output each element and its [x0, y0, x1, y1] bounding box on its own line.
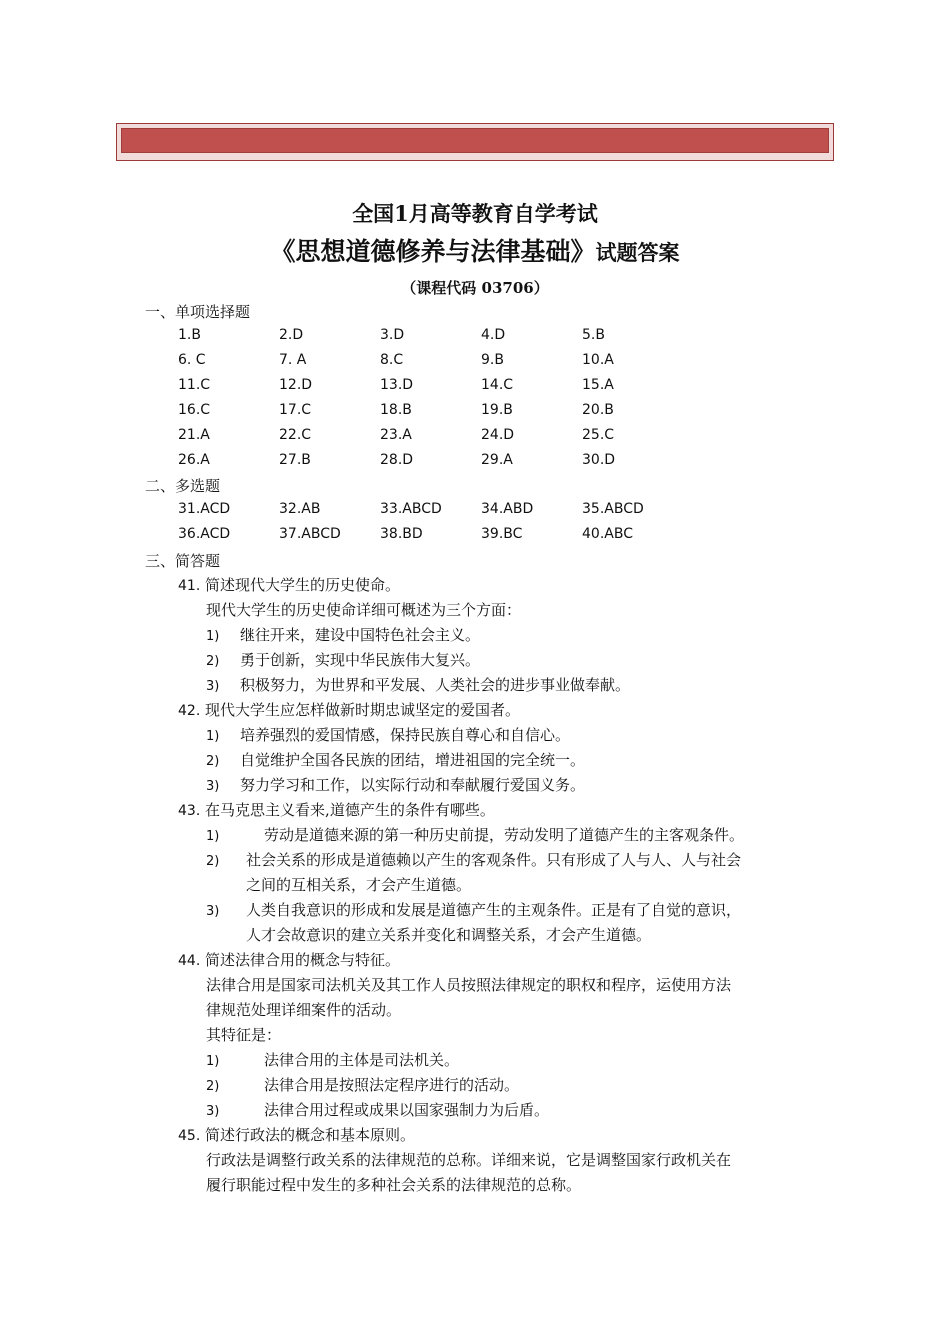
definition-line: 履行职能过程中发生的多种社会关系的法律规范的总称。: [206, 1176, 582, 1194]
answer: 11.C: [178, 377, 211, 393]
list-item: 3) 人类自我意识的形成和发展是道德产生的主观条件。正是有了自觉的意识，: [206, 901, 742, 919]
answer: 24.D: [481, 427, 515, 443]
section-heading-short-answer: 三、简答题: [145, 552, 221, 570]
answer: 18.B: [380, 402, 412, 418]
answer: 19.B: [481, 402, 513, 418]
answer-row: [178, 373, 683, 398]
question-45: [178, 1124, 415, 1145]
list-item: 1) 培养强烈的爱国情感，保持民族自尊心和自信心。: [206, 726, 571, 744]
question-number: 45.: [178, 1128, 201, 1144]
question-number: 43.: [178, 803, 201, 819]
answer: 4.D: [481, 327, 506, 343]
answer: 33.ABCD: [380, 501, 442, 517]
answer-row: [178, 348, 683, 373]
answer-row: [178, 497, 683, 522]
question-number: 41.: [178, 578, 201, 594]
answer: 17.C: [279, 402, 312, 418]
course-title: [0, 232, 950, 268]
answer: 37.ABCD: [279, 526, 341, 542]
list-item: 3) 积极努力，为世界和平发展、人类社会的进步事业做奉献。: [206, 676, 631, 694]
list-item-continuation: 之间的互相关系，才会产生道德。: [246, 876, 472, 894]
question-44: [178, 949, 400, 970]
decorative-banner: [116, 123, 834, 161]
answer: 40.ABC: [582, 526, 633, 542]
single-choice-answers: [178, 323, 683, 473]
answer: 20.B: [582, 402, 614, 418]
list-item: 1) 法律合用的主体是司法机关。: [206, 1051, 460, 1069]
answer: 28.D: [380, 452, 414, 468]
answer: 32.AB: [279, 501, 321, 517]
answer: 6. C: [178, 352, 206, 368]
answer-row: [178, 323, 683, 348]
question-text: 简述法律合用的概念与特征。: [205, 951, 401, 969]
answer: 7. A: [279, 352, 307, 368]
answer: 27.B: [279, 452, 311, 468]
question-42: [178, 699, 520, 720]
answer: 13.D: [380, 377, 414, 393]
answer: 25.C: [582, 427, 615, 443]
exam-title: 全国1月高等教育自学考试: [352, 201, 598, 226]
course-name: 《思想道德修养与法律基础》: [270, 237, 596, 266]
answer: 35.ABCD: [582, 501, 644, 517]
list-item: 1) 劳动是道德来源的第一种历史前提，劳动发明了道德产生的主客观条件。: [206, 826, 745, 844]
question-text: 在马克思主义看来,道德产生的条件有哪些。: [205, 801, 495, 819]
answer: 31.ACD: [178, 501, 231, 517]
answer: 8.C: [380, 352, 404, 368]
answer: 1.B: [178, 327, 201, 343]
answer: 29.A: [481, 452, 513, 468]
answer-row: [178, 423, 683, 448]
answer: 39.BC: [481, 526, 523, 542]
answer: 14.C: [481, 377, 514, 393]
section-heading-single-choice: 一、单项选择题: [145, 303, 251, 321]
list-item: 2) 社会关系的形成是道德赖以产生的客观条件。只有形成了人与人、人与社会: [206, 851, 742, 869]
answer-row: [178, 398, 683, 423]
answer: 38.BD: [380, 526, 423, 542]
answer: 12.D: [279, 377, 313, 393]
list-item-continuation: 人才会故意识的建立关系并变化和调整关系，才会产生道德。: [246, 926, 652, 944]
answer: 15.A: [582, 377, 614, 393]
question-text: 简述行政法的概念和基本原则。: [205, 1126, 416, 1144]
question-41: [178, 574, 400, 595]
definition-line: 行政法是调整行政关系的法律规范的总称。详细来说，它是调整国家行政机关在: [206, 1151, 732, 1169]
list-item: 2) 勇于创新，实现中华民族伟大复兴。: [206, 651, 481, 669]
question-number: 42.: [178, 703, 201, 719]
answer: 10.A: [582, 352, 614, 368]
definition-line: 法律合用是国家司法机关及其工作人员按照法律规定的职权和程序，运使用方法: [206, 976, 732, 994]
answer: 5.B: [582, 327, 605, 343]
answer: 16.C: [178, 402, 211, 418]
multiple-choice-answers: [178, 497, 683, 547]
answer: 36.ACD: [178, 526, 231, 542]
course-code: （课程代码 03706）: [401, 279, 549, 297]
answer-intro: 现代大学生的历史使命详细可概述为三个方面：: [206, 601, 522, 619]
list-item: 2) 法律合用是按照法定程序进行的活动。: [206, 1076, 520, 1094]
answer: 3.D: [380, 327, 405, 343]
list-item: 3) 法律合用过程或成果以国家强制力为后盾。: [206, 1101, 550, 1119]
answer-row: [178, 448, 683, 473]
answer: 2.D: [279, 327, 304, 343]
question-text: 简述现代大学生的历史使命。: [205, 576, 401, 594]
question-43: [178, 799, 495, 820]
answer: 34.ABD: [481, 501, 534, 517]
answer: 9.B: [481, 352, 504, 368]
answer: 26.A: [178, 452, 210, 468]
features-label: 其特征是：: [206, 1026, 282, 1044]
list-item: 1) 继往开来，建设中国特色社会主义。: [206, 626, 481, 644]
question-text: 现代大学生应怎样做新时期忠诚坚定的爱国者。: [205, 701, 521, 719]
definition-line: 律规范处理详细案件的活动。: [206, 1001, 402, 1019]
answer: 22.C: [279, 427, 312, 443]
question-number: 44.: [178, 953, 201, 969]
section-heading-multiple-choice: 二、多选题: [145, 477, 221, 495]
list-item: 3) 努力学习和工作，以实际行动和奉献履行爱国义务。: [206, 776, 586, 794]
answer: 21.A: [178, 427, 210, 443]
banner-fill: [121, 128, 829, 153]
answer: 23.A: [380, 427, 412, 443]
answer: 30.D: [582, 452, 616, 468]
answer-row: [178, 522, 683, 547]
title-suffix: 试题答案: [595, 240, 680, 265]
list-item: 2) 自觉维护全国各民族的团结，增进祖国的完全统一。: [206, 751, 586, 769]
